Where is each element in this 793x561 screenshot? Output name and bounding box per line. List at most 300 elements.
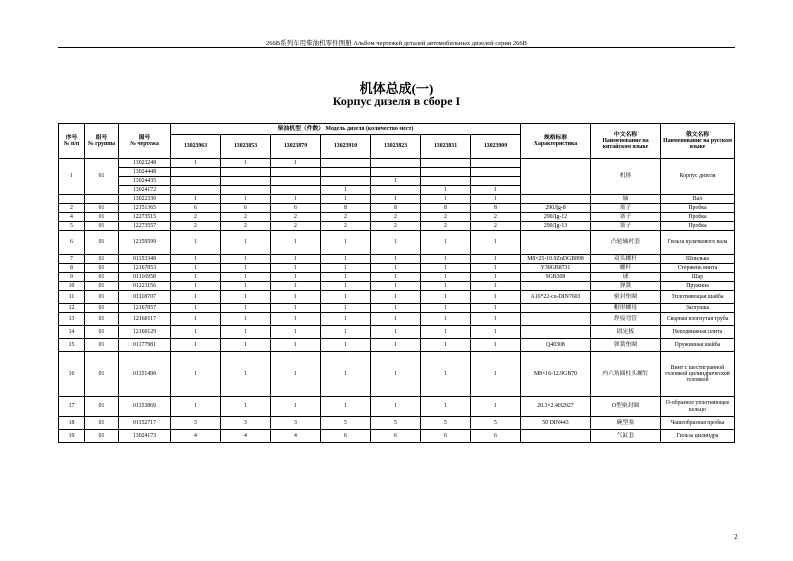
drawing-header	[119, 124, 171, 159]
qty-cell: 1	[171, 231, 221, 255]
spec-cell	[521, 231, 591, 255]
group-cell: 01	[85, 291, 119, 304]
qty-cell: 3	[171, 417, 221, 430]
qty-cell: 1	[471, 304, 521, 313]
seq-cell: 19	[59, 430, 85, 443]
name-cn-cell: 凸轮轴衬套	[591, 231, 661, 255]
name-cn-cell: 塞子	[591, 222, 661, 231]
qty-cell: 1	[371, 282, 421, 291]
qty-cell: 1	[271, 255, 321, 264]
name-cn-cell: 机体	[591, 159, 661, 195]
qty-cell: 1	[171, 291, 221, 304]
qty-cell: 2	[221, 222, 271, 231]
qty-cell: 1	[471, 352, 521, 397]
table-row	[59, 282, 735, 291]
qty-cell	[471, 168, 521, 177]
seq-cell: 7	[59, 255, 85, 264]
seq-cell: 11	[59, 291, 85, 304]
group-cell: 01	[85, 255, 119, 264]
name-ru-cell: Заглушка	[661, 304, 735, 313]
qty-cell: 1	[221, 397, 271, 417]
qty-cell: 1	[471, 397, 521, 417]
qty-cell: 1	[471, 255, 521, 264]
qty-cell: 1	[471, 273, 521, 282]
group-cell: 01	[85, 222, 119, 231]
name-cn-cell: 碗型塞	[591, 417, 661, 430]
spec-cell: Q40308	[521, 339, 591, 352]
qty-cell: 1	[271, 159, 321, 168]
qty-cell: 1	[421, 291, 471, 304]
name-ru-header-cn: 俄文名称	[685, 131, 710, 138]
qty-cell: 2	[221, 213, 271, 222]
qty-cell: 1	[371, 177, 421, 186]
qty-cell: 1	[421, 397, 471, 417]
qty-cell: 1	[421, 304, 471, 313]
qty-cell: 1	[271, 231, 321, 255]
drawing-cell: 01118707	[119, 291, 171, 304]
qty-cell: 1	[371, 195, 421, 204]
name-ru-cell: Гильза цилиндра	[661, 430, 735, 443]
drawing-cell: 01177981	[119, 339, 171, 352]
drawing-cell: 13024173	[119, 430, 171, 443]
qty-cell: 2	[421, 213, 471, 222]
name-ru-cell: Уплотняющая шайба	[661, 291, 735, 304]
name-cn-cell: O型密封圈	[591, 397, 661, 417]
spec-cell	[521, 159, 591, 195]
model-header: 13023910	[321, 135, 371, 159]
qty-cell: 1	[271, 264, 321, 273]
qty-cell: 1	[221, 159, 271, 168]
name-ru-cell: Гильза кулачкового вала	[661, 231, 735, 255]
parts-table	[58, 123, 735, 443]
qty-cell: 1	[371, 339, 421, 352]
qty-cell: 1	[371, 397, 421, 417]
group-cell: 01	[85, 304, 119, 313]
name-cn-cell: 双头螺杆	[591, 255, 661, 264]
name-ru-cell: Стержень винта	[661, 264, 735, 273]
seq-cell: 6	[59, 231, 85, 255]
drawing-header-ru: № чертежа	[130, 141, 159, 147]
qty-cell: 2	[471, 222, 521, 231]
qty-cell: 2	[171, 222, 221, 231]
qty-cell: 1	[271, 273, 321, 282]
seq-cell: 10	[59, 282, 85, 291]
name-cn-cell: 轴	[591, 195, 661, 204]
qty-cell: 2	[271, 222, 321, 231]
qty-cell: 1	[371, 326, 421, 339]
qty-cell: 1	[271, 326, 321, 339]
qty-cell: 1	[471, 195, 521, 204]
qty-cell: 1	[421, 195, 471, 204]
qty-cell: 1	[271, 291, 321, 304]
qty-cell: 5	[371, 417, 421, 430]
name-ru-cell: Корпус дизеля	[661, 159, 735, 195]
qty-cell: 1	[171, 264, 221, 273]
qty-cell: 1	[221, 304, 271, 313]
spec-cell: 50 DIN443	[521, 417, 591, 430]
group-cell	[85, 195, 119, 204]
qty-cell: 1	[221, 231, 271, 255]
group-header	[85, 124, 119, 159]
qty-cell	[221, 168, 271, 177]
qty-cell: 1	[421, 326, 471, 339]
table-row	[59, 213, 735, 222]
qty-cell	[221, 186, 271, 195]
qty-cell: 1	[321, 304, 371, 313]
seq-header-cn: 序号	[65, 134, 78, 141]
name-cn-cell: 帽形螺母	[591, 304, 661, 313]
engine-model-header	[171, 124, 521, 135]
group-cell: 01	[85, 313, 119, 326]
qty-cell: 1	[221, 195, 271, 204]
seq-cell: 17	[59, 397, 85, 417]
name-cn-cell: 塞子	[591, 204, 661, 213]
qty-cell: 1	[171, 273, 221, 282]
qty-cell: 2	[471, 213, 521, 222]
qty-cell: 1	[221, 326, 271, 339]
qty-cell: 5	[471, 417, 521, 430]
table-row	[59, 313, 735, 326]
table-row	[59, 291, 735, 304]
qty-cell: 1	[221, 255, 271, 264]
qty-cell: 5	[421, 417, 471, 430]
group-cell: 01	[85, 397, 119, 417]
drawing-cell: 13024448	[119, 168, 171, 177]
qty-cell: 1	[171, 282, 221, 291]
qty-cell: 8	[321, 204, 371, 213]
name-cn-cell: 内六角圆柱头螺钉	[591, 352, 661, 397]
name-cn-cell: 密封垫圈	[591, 291, 661, 304]
qty-cell	[421, 177, 471, 186]
qty-cell: 1	[371, 291, 421, 304]
qty-cell: 1	[321, 313, 371, 326]
qty-cell: 1	[471, 313, 521, 326]
drawing-cell: 01153869	[119, 397, 171, 417]
qty-cell: 1	[371, 264, 421, 273]
qty-cell	[371, 159, 421, 168]
qty-cell: 8	[421, 204, 471, 213]
qty-cell: 1	[321, 291, 371, 304]
spec-cell: M8×16-12.9GB70	[521, 352, 591, 397]
qty-cell: 1	[371, 273, 421, 282]
engine-model-header-ru: Модель дизеля (количество мест)	[325, 125, 414, 132]
qty-cell: 1	[271, 352, 321, 397]
group-cell: 01	[85, 282, 119, 291]
qty-cell: 1	[271, 304, 321, 313]
name-cn-cell: 球	[591, 273, 661, 282]
seq-cell: 8	[59, 264, 85, 273]
header-rule	[58, 47, 735, 48]
table-row	[59, 255, 735, 264]
table-row	[59, 204, 735, 213]
name-cn-cell: 弹簧垫圈	[591, 339, 661, 352]
drawing-cell: 01153348	[119, 255, 171, 264]
qty-cell: 6	[271, 204, 321, 213]
qty-cell: 1	[471, 282, 521, 291]
seq-cell: 16	[59, 352, 85, 397]
seq-cell: 12	[59, 304, 85, 313]
qty-cell: 1	[321, 273, 371, 282]
qty-cell: 1	[371, 304, 421, 313]
drawing-cell: 12167053	[119, 264, 171, 273]
table-row	[59, 195, 735, 204]
name-ru-cell: Пружина	[661, 282, 735, 291]
name-ru-cell: Неподвижная плита	[661, 326, 735, 339]
qty-cell: 1	[271, 397, 321, 417]
group-cell: 01	[85, 326, 119, 339]
table-row	[59, 159, 735, 168]
name-ru-cell: О-образное уплотняющее кольцо	[661, 397, 735, 417]
group-cell: 01	[85, 231, 119, 255]
qty-cell	[321, 177, 371, 186]
spec-cell	[521, 430, 591, 443]
drawing-cell: 13022330	[119, 195, 171, 204]
qty-cell	[371, 168, 421, 177]
spec-cell: 290Ӆg-12	[521, 213, 591, 222]
seq-cell: 9	[59, 273, 85, 282]
qty-cell: 1	[321, 186, 371, 195]
drawing-cell: 01116958	[119, 273, 171, 282]
table-row	[59, 231, 735, 255]
table-row	[59, 326, 735, 339]
name-cn-cell: 塞子	[591, 213, 661, 222]
page-title-russian: Корпус дизеля в сборе I	[332, 94, 461, 108]
qty-cell: 3	[221, 417, 271, 430]
qty-cell: 1	[271, 195, 321, 204]
table-row	[59, 430, 735, 443]
model-header: 13023823	[371, 135, 421, 159]
group-cell: 01	[85, 430, 119, 443]
qty-cell: 2	[321, 213, 371, 222]
qty-cell	[321, 168, 371, 177]
qty-cell: 1	[321, 339, 371, 352]
qty-cell	[271, 177, 321, 186]
qty-cell	[421, 159, 471, 168]
qty-cell: 2	[171, 213, 221, 222]
qty-cell: 1	[421, 231, 471, 255]
model-header: 13023879	[271, 135, 321, 159]
qty-cell: 1	[321, 326, 371, 339]
seq-cell: 1	[59, 159, 85, 195]
qty-cell: 6	[221, 204, 271, 213]
page-number: 2	[734, 533, 738, 541]
qty-cell: 1	[471, 186, 521, 195]
spec-header-cn: 规格标准	[543, 134, 568, 141]
table-row	[59, 222, 735, 231]
drawing-cell: 12159599	[119, 231, 171, 255]
qty-cell: 4	[171, 430, 221, 443]
name-cn-cell: 焊接弯管	[591, 313, 661, 326]
drawing-cell: 12167057	[119, 304, 171, 313]
name-ru-cell: Шар	[661, 273, 735, 282]
running-header: 266B系列车用柴油机零件图册 Альбом чертежей деталей автомобильных дизелей серии 266B	[266, 40, 527, 47]
qty-cell: 1	[371, 352, 421, 397]
table-row	[59, 273, 735, 282]
name-cn-header-ru: Наименование на китайском языке	[602, 137, 649, 151]
drawing-cell: 01152717	[119, 417, 171, 430]
seq-header	[59, 124, 85, 159]
model-header: 13023909	[471, 135, 521, 159]
qty-cell: 1	[221, 282, 271, 291]
qty-cell: 2	[371, 213, 421, 222]
qty-cell	[321, 159, 371, 168]
name-ru-header-ru: Наименование на русском языке	[663, 137, 732, 151]
group-header-ru: № группы	[87, 141, 116, 147]
qty-cell: 1	[321, 195, 371, 204]
qty-cell: 1	[221, 339, 271, 352]
table-row	[59, 339, 735, 352]
table-row	[59, 352, 735, 397]
qty-cell: 1	[421, 264, 471, 273]
qty-cell: 1	[421, 352, 471, 397]
seq-cell	[59, 195, 85, 204]
qty-cell: 1	[371, 231, 421, 255]
name-ru-cell: Чашеобразная пробка	[661, 417, 735, 430]
qty-cell: 1	[221, 273, 271, 282]
spec-cell: Y30GB8731	[521, 264, 591, 273]
group-cell: 01	[85, 352, 119, 397]
seq-cell: 14	[59, 326, 85, 339]
model-header: 13023963	[171, 135, 221, 159]
qty-cell: 1	[471, 339, 521, 352]
qty-cell: 1	[171, 195, 221, 204]
spec-header-ru: Характеристика	[533, 141, 578, 147]
qty-cell: 2	[371, 222, 421, 231]
qty-cell: 6	[471, 430, 521, 443]
group-cell: 01	[85, 417, 119, 430]
qty-cell	[171, 177, 221, 186]
qty-cell	[271, 186, 321, 195]
qty-cell: 1	[321, 397, 371, 417]
qty-cell: 4	[221, 430, 271, 443]
qty-cell: 8	[471, 204, 521, 213]
qty-cell	[421, 168, 471, 177]
qty-cell	[171, 186, 221, 195]
drawing-cell: 12160129	[119, 326, 171, 339]
name-cn-cell: 螺杆	[591, 264, 661, 273]
seq-cell: 15	[59, 339, 85, 352]
qty-cell: 1	[171, 339, 221, 352]
name-ru-cell: Вал	[661, 195, 735, 204]
spec-cell: 290Ӆg-8	[521, 204, 591, 213]
qty-cell	[371, 186, 421, 195]
qty-cell: 6	[371, 430, 421, 443]
qty-cell: 1	[221, 264, 271, 273]
spec-cell	[521, 304, 591, 313]
drawing-cell: 01221156	[119, 282, 171, 291]
drawing-cell: 12151365	[119, 204, 171, 213]
group-cell: 01	[85, 273, 119, 282]
qty-cell: 1	[421, 186, 471, 195]
qty-cell: 6	[171, 204, 221, 213]
engine-model-header-cn: 柴油机型（件数）	[277, 125, 325, 132]
qty-cell: 1	[171, 397, 221, 417]
qty-cell: 4	[271, 430, 321, 443]
drawing-cell: 12160117	[119, 313, 171, 326]
spec-cell	[521, 326, 591, 339]
name-ru-cell: Пробка	[661, 213, 735, 222]
seq-cell: 13	[59, 313, 85, 326]
qty-cell: 1	[471, 326, 521, 339]
drawing-cell: 13024172	[119, 186, 171, 195]
seq-cell: 5	[59, 222, 85, 231]
qty-cell: 1	[371, 313, 421, 326]
spec-cell: A16*22-cu-DIN7603	[521, 291, 591, 304]
seq-cell: 2	[59, 204, 85, 213]
spec-cell	[521, 282, 591, 291]
table-row	[59, 264, 735, 273]
model-header: 13023831	[421, 135, 471, 159]
qty-cell: 1	[421, 255, 471, 264]
qty-cell: 3	[271, 417, 321, 430]
qty-cell: 6	[321, 430, 371, 443]
group-header-cn: 组号	[95, 134, 108, 141]
qty-cell: 1	[321, 264, 371, 273]
qty-cell: 6	[421, 430, 471, 443]
page-title-chinese: 机体总成(一)	[359, 81, 434, 96]
qty-cell	[171, 168, 221, 177]
qty-cell: 2	[321, 222, 371, 231]
name-ru-cell: Пробка	[661, 204, 735, 213]
spec-cell: M8×25-10.9ZnDGB898	[521, 255, 591, 264]
group-cell: 01	[85, 264, 119, 273]
spec-cell	[521, 195, 591, 204]
spec-cell	[521, 313, 591, 326]
table-row	[59, 304, 735, 313]
table-row	[59, 417, 735, 430]
qty-cell: 1	[321, 255, 371, 264]
name-cn-header	[591, 124, 661, 159]
group-cell: 01	[85, 213, 119, 222]
qty-cell: 1	[421, 339, 471, 352]
qty-cell: 1	[471, 231, 521, 255]
seq-cell: 4	[59, 213, 85, 222]
qty-cell: 1	[171, 304, 221, 313]
spec-cell: 20.3×2.4Н2927	[521, 397, 591, 417]
qty-cell: 1	[321, 231, 371, 255]
qty-cell: 2	[421, 222, 471, 231]
name-ru-cell: Винт с шестигранной головкой цилиндрической головкой	[661, 352, 735, 397]
qty-cell: 1	[321, 282, 371, 291]
qty-cell: 1	[321, 352, 371, 397]
qty-cell	[471, 177, 521, 186]
drawing-header-cn: 图号	[138, 134, 151, 141]
spec-cell: 9GB308	[521, 273, 591, 282]
qty-cell: 1	[471, 264, 521, 273]
seq-cell: 18	[59, 417, 85, 430]
table-row	[59, 397, 735, 417]
qty-cell: 1	[421, 282, 471, 291]
qty-cell: 1	[271, 339, 321, 352]
model-header: 13023853	[221, 135, 271, 159]
qty-cell: 8	[371, 204, 421, 213]
qty-cell: 1	[221, 313, 271, 326]
name-ru-cell: Пробка	[661, 222, 735, 231]
name-ru-cell: Сварная изогнутая труба	[661, 313, 735, 326]
qty-cell: 1	[221, 352, 271, 397]
qty-cell: 1	[371, 255, 421, 264]
qty-cell: 1	[171, 313, 221, 326]
qty-cell: 1	[421, 313, 471, 326]
name-ru-header	[661, 124, 735, 159]
qty-cell: 1	[471, 291, 521, 304]
drawing-cell: 13024435	[119, 177, 171, 186]
name-cn-cell: 固定板	[591, 326, 661, 339]
qty-cell: 1	[171, 326, 221, 339]
qty-cell: 1	[171, 352, 221, 397]
qty-cell	[271, 168, 321, 177]
drawing-cell: 13023248	[119, 159, 171, 168]
